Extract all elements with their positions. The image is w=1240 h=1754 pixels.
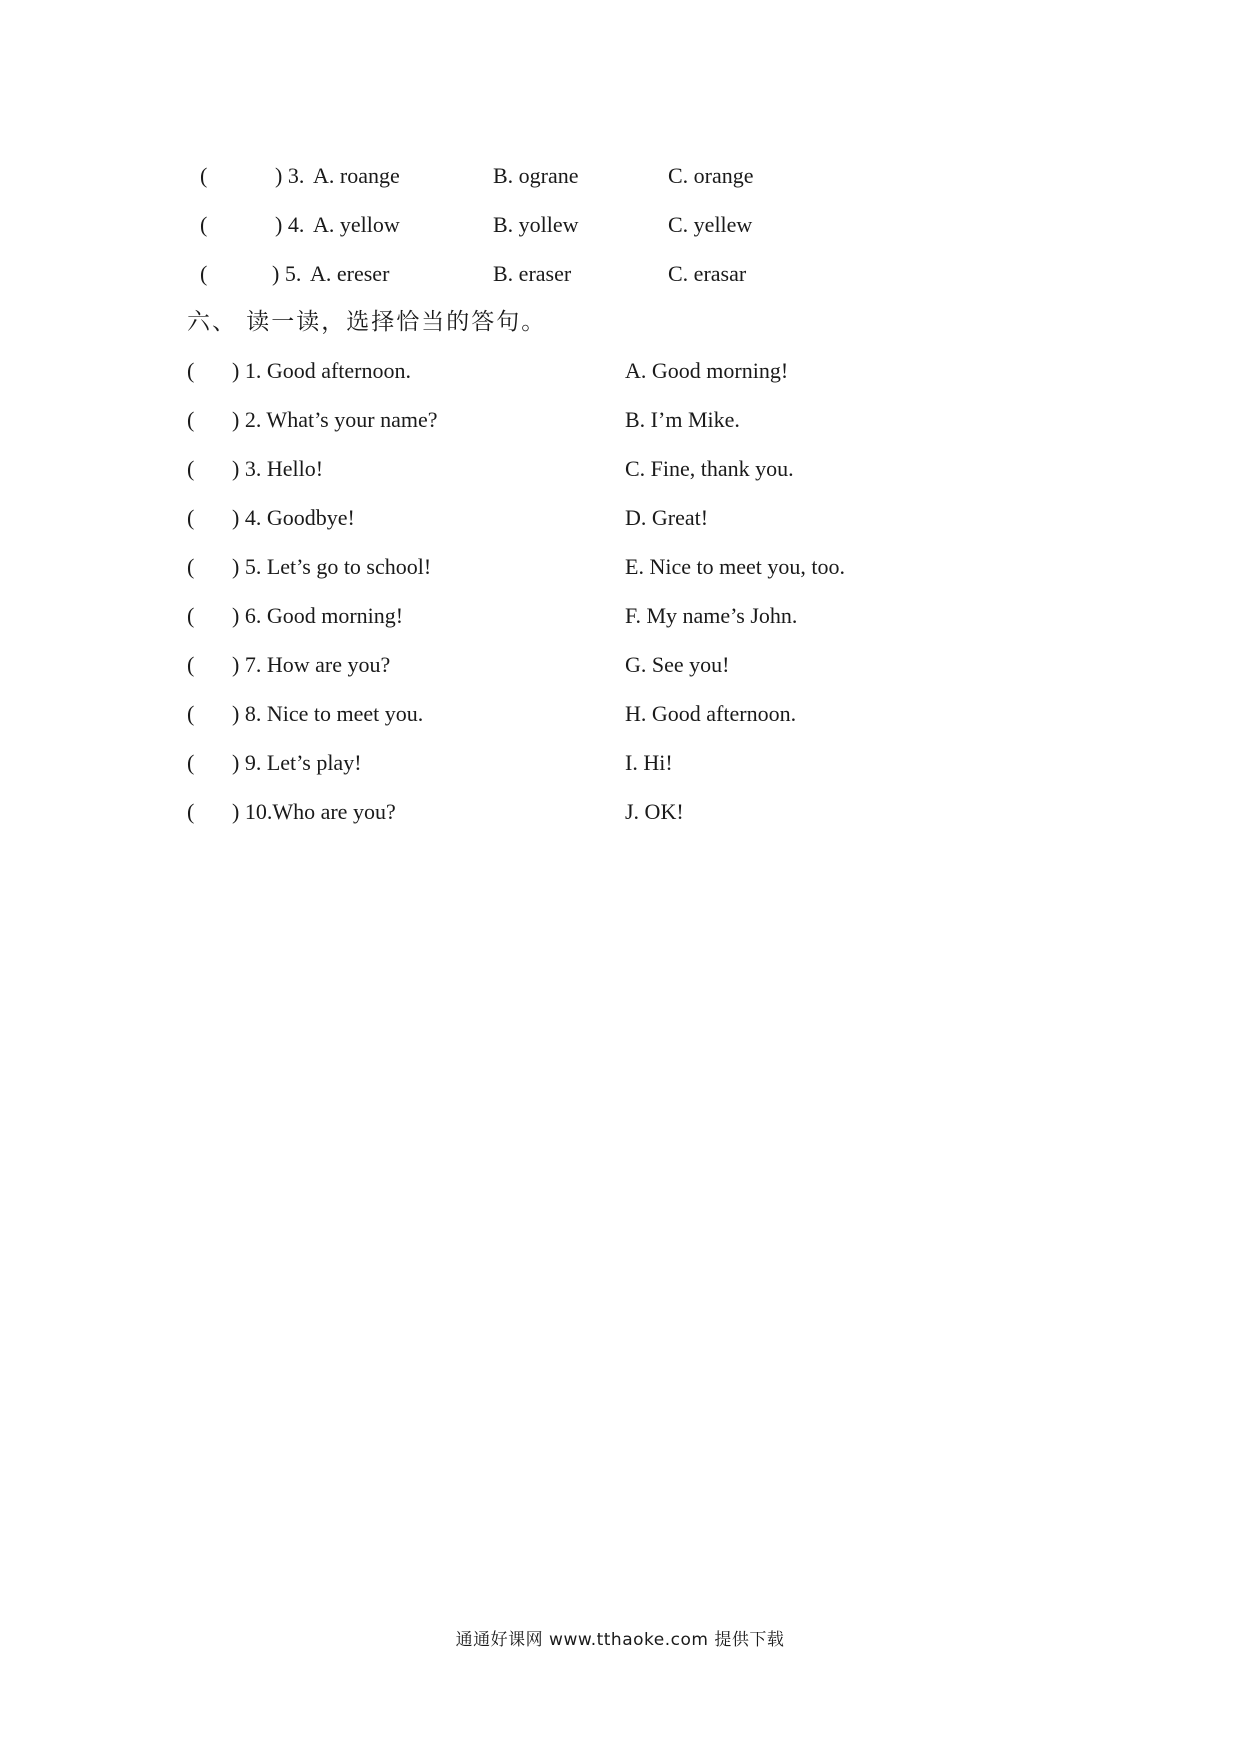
answer-option: H. Good afternoon. bbox=[625, 701, 797, 726]
answer-bracket-open: ( bbox=[187, 505, 195, 530]
item-number: ) 4. bbox=[275, 212, 305, 237]
match-row-10 bbox=[0, 792, 1240, 832]
answer-option: C. Fine, thank you. bbox=[625, 456, 794, 481]
answer-bracket-open: ( bbox=[187, 407, 195, 432]
question-text: ) 10.Who are you? bbox=[232, 799, 396, 824]
item-number: ) 5. bbox=[272, 261, 302, 286]
option-b: B. yollew bbox=[493, 212, 579, 237]
match-row-6 bbox=[0, 596, 1240, 636]
answer-option: I. Hi! bbox=[625, 750, 673, 775]
spelling-item-5 bbox=[0, 254, 1240, 294]
match-row-7 bbox=[0, 645, 1240, 685]
question-text: ) 3. Hello! bbox=[232, 456, 324, 481]
answer-bracket-open: ( bbox=[187, 799, 195, 824]
match-row-2 bbox=[0, 400, 1240, 440]
option-a: A. yellow bbox=[313, 212, 400, 237]
question-text: ) 7. How are you? bbox=[232, 652, 391, 677]
option-c: C. yellew bbox=[668, 212, 753, 237]
spelling-item-3 bbox=[0, 156, 1240, 196]
option-b: B. ograne bbox=[493, 163, 579, 188]
answer-option: E. Nice to meet you, too. bbox=[625, 554, 845, 579]
option-a: A. roange bbox=[313, 163, 400, 188]
option-c: C. erasar bbox=[668, 261, 747, 286]
question-text: ) 1. Good afternoon. bbox=[232, 358, 412, 383]
answer-bracket-open: ( bbox=[187, 652, 195, 677]
section-6-heading: 六、 读一读，选择恰当的答句。 bbox=[187, 309, 547, 335]
question-text: ) 4. Goodbye! bbox=[232, 505, 355, 530]
question-text: ) 6. Good morning! bbox=[232, 603, 404, 628]
answer-option: A. Good morning! bbox=[625, 358, 789, 383]
question-text: ) 8. Nice to meet you. bbox=[232, 701, 424, 726]
answer-option: D. Great! bbox=[625, 505, 709, 530]
match-row-4 bbox=[0, 498, 1240, 538]
footer-source-text: 通通好课网 www.tthaoke.com 提供下载 bbox=[455, 1630, 785, 1650]
answer-bracket-open: ( bbox=[187, 358, 195, 383]
answer-option: F. My name’s John. bbox=[625, 603, 798, 628]
answer-bracket-open: ( bbox=[187, 456, 195, 481]
answer-bracket-open: ( bbox=[200, 261, 208, 286]
option-c: C. orange bbox=[668, 163, 754, 188]
item-number: ) 3. bbox=[275, 163, 305, 188]
question-text: ) 2. What’s your name? bbox=[232, 407, 438, 432]
match-row-8 bbox=[0, 694, 1240, 734]
answer-bracket-open: ( bbox=[187, 603, 195, 628]
answer-bracket-open: ( bbox=[200, 212, 208, 237]
option-b: B. eraser bbox=[493, 261, 572, 286]
option-a: A. ereser bbox=[310, 261, 390, 286]
answer-bracket-open: ( bbox=[200, 163, 208, 188]
answer-option: J. OK! bbox=[625, 799, 684, 824]
match-row-5 bbox=[0, 547, 1240, 587]
answer-option: B. I’m Mike. bbox=[625, 407, 740, 432]
match-row-3 bbox=[0, 449, 1240, 489]
answer-bracket-open: ( bbox=[187, 701, 195, 726]
answer-option: G. See you! bbox=[625, 652, 730, 677]
answer-bracket-open: ( bbox=[187, 554, 195, 579]
question-text: ) 5. Let’s go to school! bbox=[232, 554, 432, 579]
spelling-item-4 bbox=[0, 205, 1240, 245]
question-text: ) 9. Let’s play! bbox=[232, 750, 362, 775]
match-row-1 bbox=[0, 351, 1240, 391]
answer-bracket-open: ( bbox=[187, 750, 195, 775]
match-row-9 bbox=[0, 743, 1240, 783]
